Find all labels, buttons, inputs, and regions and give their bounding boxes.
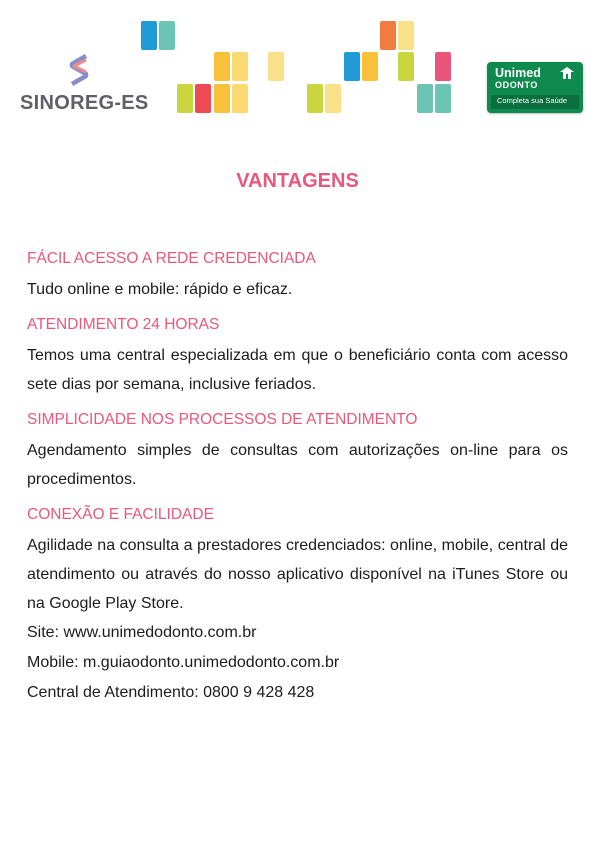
tile [362,52,378,81]
tile [417,84,433,113]
unimed-odonto-logo [487,62,583,113]
tile [232,52,248,81]
site-line: Site: www.unimedodonto.com.br [27,624,257,641]
section-body: Agilidade na consulta a prestadores credenciados: online, mobile, central de atendimento ou através do nosso aplicativo disponível na iTunes Store ou na Google Play Store. [27,537,568,612]
tile [344,52,360,81]
tile [214,52,230,81]
tile [398,21,414,50]
tile [214,84,230,113]
section-body: Temos uma central especializada em que o beneficiário conta com acesso sete dias por semana, inclusive feriados. [27,347,568,393]
tile [435,84,451,113]
unimed-logo-name: Unimed [495,66,541,80]
tile [435,52,451,81]
header [0,0,595,125]
mobile-line: Mobile: m.guiaodonto.unimedodonto.com.br [27,654,340,671]
section-facil-acesso [27,250,568,304]
section-heading: FÁCIL ACESSO A REDE CREDENCIADA [27,250,316,267]
tile [195,84,211,113]
section-conexao [27,506,568,708]
section-heading: SIMPLICIDADE NOS PROCESSOS DE ATENDIMENTO [27,411,418,428]
section-body: Agendamento simples de consultas com autorizações on-line para os procedimentos. [27,442,568,488]
content [27,250,568,720]
section-heading: CONEXÃO E FACILIDADE [27,506,214,523]
tile [177,84,193,113]
tile [307,84,323,113]
unimed-logo-tagline: Completa sua Saúde [497,96,568,105]
tile [159,21,175,50]
central-line: Central de Atendimento: 0800 9 428 428 [27,684,315,701]
tile [398,52,414,81]
section-atendimento-24h [27,316,568,399]
unimed-logo-sub: ODONTO [495,80,538,90]
tile [268,52,284,81]
page-title: VANTAGENS [236,170,359,192]
section-simplicidade [27,411,568,494]
section-heading: ATENDIMENTO 24 HORAS [27,316,220,333]
unimed-tagline-band [491,95,579,109]
unimed-tree-icon [559,67,575,79]
tile [325,84,341,113]
section-body: Tudo online e mobile: rápido e eficaz. [27,281,293,298]
sinoreg-logo-text: SINOREG-ES [20,92,149,114]
tile [232,84,248,113]
tile [380,21,396,50]
tile [141,21,157,50]
